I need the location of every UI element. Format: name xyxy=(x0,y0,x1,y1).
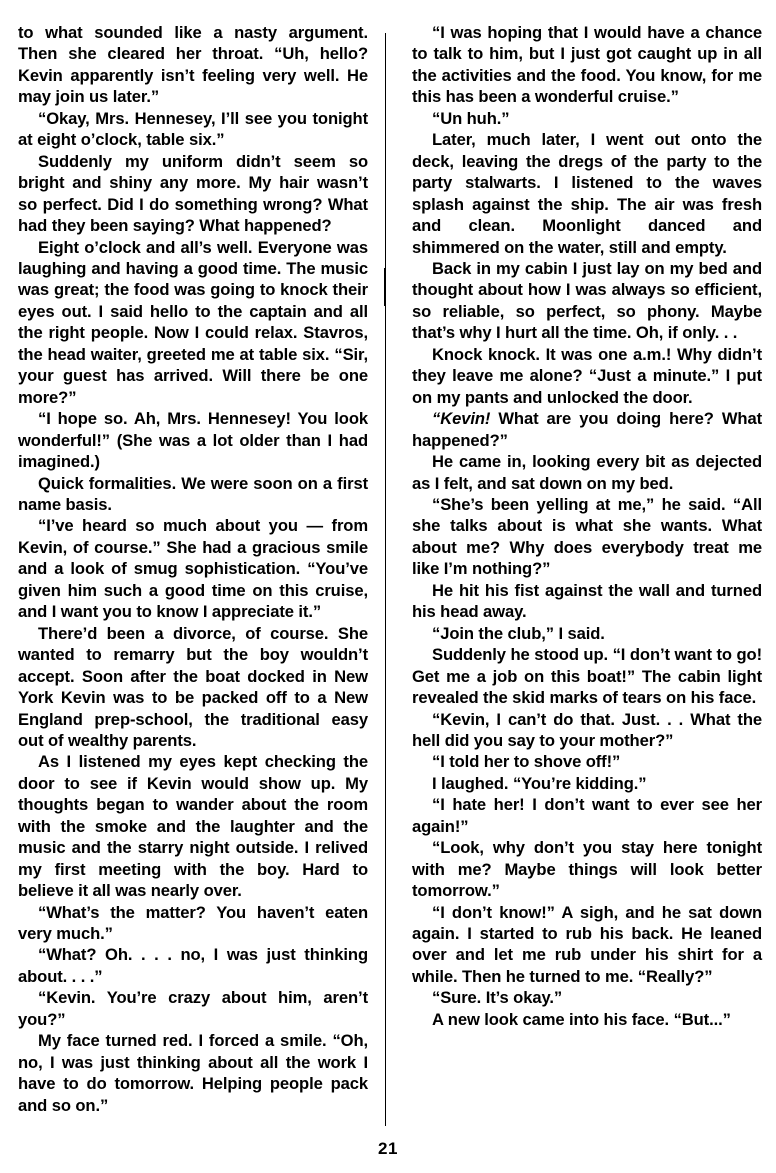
paragraph: Knock knock. It was one a.m.! Why didn’t they leave me alone? “Just a minute.” I put on my pants and unlocked the door. xyxy=(412,344,762,407)
paragraph: Back in my cabin I just lay on my bed and thought about how I was always so efficient, so reliable, so perfect, so phony. Maybe that’s why I hurt all the time. Oh, if only. . . xyxy=(412,258,762,343)
paragraph: “Look, why don’t you stay here tonight with me? Maybe things will look better tomorrow.” xyxy=(412,838,762,901)
paragraph: “I hope so. Ah, Mrs. Hennesey! You look wonderful!” (She was a lot older than I had imagined.) xyxy=(18,409,368,472)
emphasised-name: “Kevin! xyxy=(432,409,491,429)
paragraph: Quick formalities. We were soon on a first name basis. xyxy=(18,473,368,514)
paragraph: He came in, looking every bit as dejected as I felt, and sat down on my bed. xyxy=(412,452,762,493)
paragraph: Eight o’clock and all’s well. Everyone was laughing and having a good time. The music was great; the food was going to knock their eyes out. I said hello to the captain and all the right people. Now I could relax. Stavros, the head waiter, greeted me at table six. “Sir, your guest has arrived. Will there be one more?” xyxy=(18,237,368,407)
paragraph: “Okay, Mrs. Hennesey, I’ll see you tonight at eight o’clock, table six.” xyxy=(18,108,368,150)
paragraph: “What? Oh. . . . no, I was just thinking about. . . .” xyxy=(18,945,368,986)
paragraph: to what sounded like a nasty argument. Then she cleared her throat. “Uh, hello? Kevin apparently isn’t feeling very well. He may join us later.” xyxy=(18,23,368,107)
paragraph: Suddenly my uniform didn’t seem so bright and shiny any more. My hair wasn’t so perfect. Did I do something wrong? What had they been saying? What happened? xyxy=(18,151,368,236)
paragraph: “I hate her! I don’t want to ever see her again!” xyxy=(412,795,762,836)
paragraph: “I was hoping that I would have a chance to talk to him, but I just got caught up in all the activities and the food. You know, for me this has been a wonderful cruise.” xyxy=(412,23,762,107)
paragraph: “I’ve heard so much about you — from Kevin, of course.” She had a gracious smile and a look of smug sophistication. “You’ve given him such a good time on this cruise, and I want you to know I appreciate it.” xyxy=(18,516,368,622)
paragraph: “Kevin, I can’t do that. Just. . . What the hell did you say to your mother?” xyxy=(412,709,762,750)
paragraph: “Kevin! What are you doing here? What happened?” xyxy=(412,409,762,450)
page-number: 21 xyxy=(378,1139,398,1158)
paragraph: “She’s been yelling at me,” he said. “All she talks about is what she wants. What about me? Why does everybody treat me like I’m nothing?” xyxy=(412,494,762,579)
paragraph: “Kevin. You’re crazy about him, aren’t you?” xyxy=(18,988,368,1029)
paragraph: There’d been a divorce, of course. She wanted to remarry but the boy wouldn’t accept. Soon after the boat docked in New York Kevin was to be packed off to a New England prep-school, the traditional easy out of wealthy parents. xyxy=(18,623,368,750)
paragraph: I laughed. “You’re kidding.” xyxy=(432,773,647,793)
paragraph: A new look came into his face. “But...” xyxy=(432,1009,731,1029)
paragraph: As I listened my eyes kept checking the door to see if Kevin would show up. My thoughts began to wander about the room with the smoke and the laughter and the music and the starry night outside. I relived my first meeting with the boy. Hard to believe it all was nearly over. xyxy=(18,752,368,901)
paragraph: “Join the club,” I said. xyxy=(432,623,605,643)
paragraph: Suddenly he stood up. “I don’t want to go! Get me a job on this boat!” The cabin light revealed the skid marks of tears on his face. xyxy=(412,645,762,708)
column-divider-ink-artifact xyxy=(384,268,386,306)
paragraph: He hit his fist against the wall and turned his head away. xyxy=(412,580,762,622)
paragraph: “I don’t know!” A sigh, and he sat down again. I started to rub his back. He leaned over and let me rub under his shirt for a while. Then he turned to me. “Really?” xyxy=(412,902,762,986)
paragraph: “I told her to shove off!” xyxy=(432,752,621,772)
paragraph: “Un huh.” xyxy=(432,108,510,128)
paragraph: My face turned red. I forced a smile. “Oh, no, I was just thinking about all the work I have to do tomorrow. Helping people pack and so on.” xyxy=(18,1031,368,1115)
paragraph: “Sure. It’s okay.” xyxy=(432,988,563,1008)
paragraph: Later, much later, I went out onto the deck, leaving the dregs of the party to the party stalwarts. I listened to the waves splash against the ship. The air was fresh and clean. Moonlight danced and shimmered on the water, still and empty. xyxy=(412,130,762,257)
text-column-left xyxy=(18,22,368,1116)
paragraph: “What’s the matter? You haven’t eaten very much.” xyxy=(18,902,368,944)
column-divider-rule xyxy=(385,33,386,1126)
text-column-right xyxy=(412,22,762,1030)
